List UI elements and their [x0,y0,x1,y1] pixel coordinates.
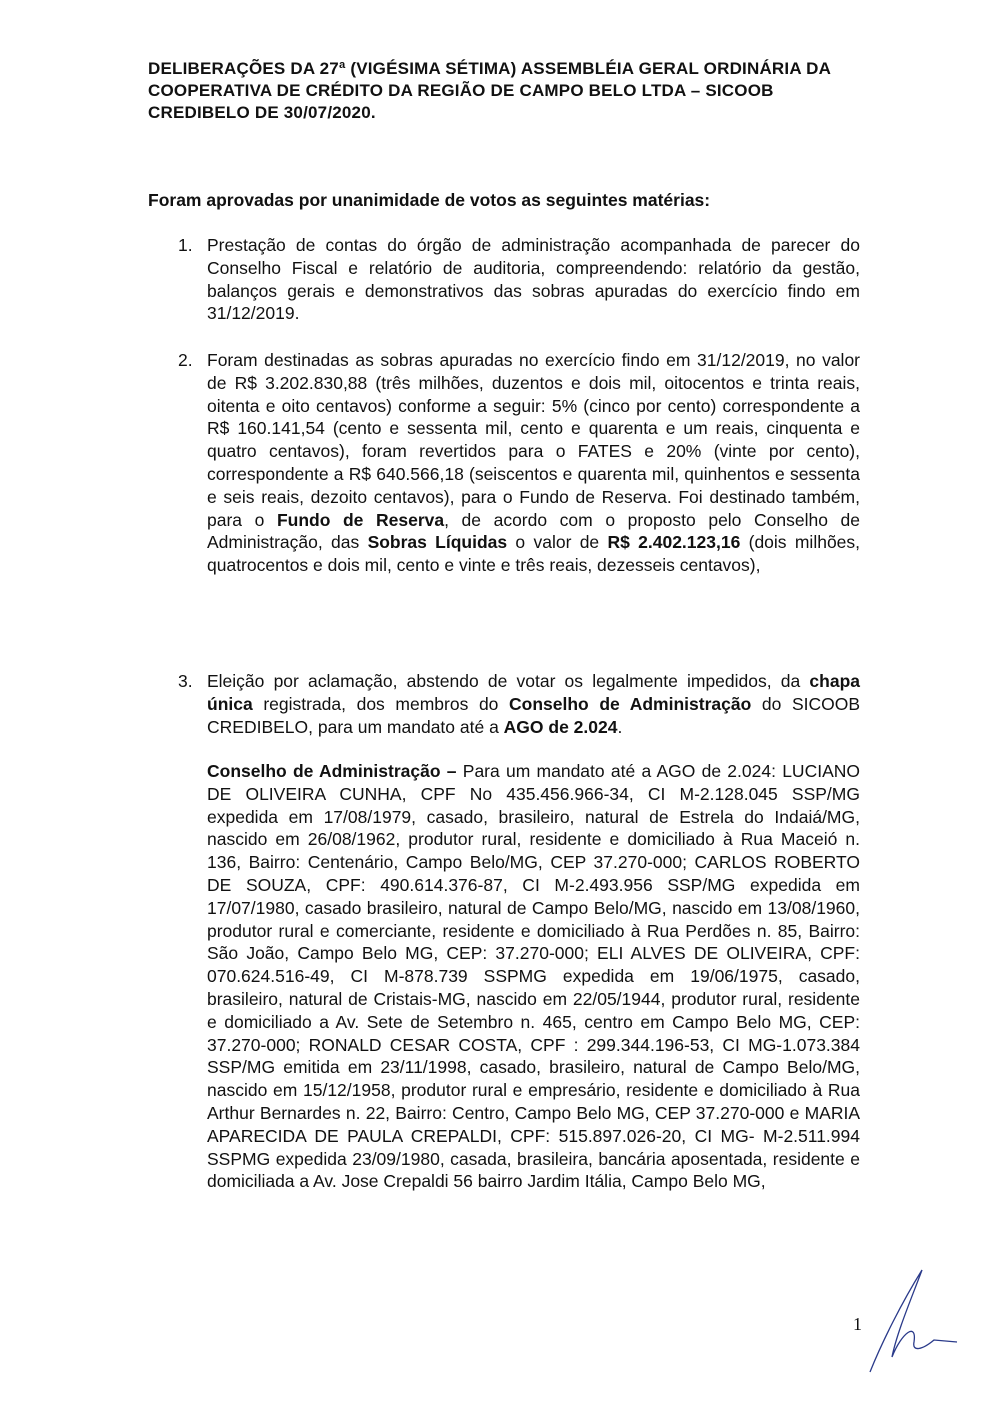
bold-amount: R$ 2.402.123,16 [607,532,741,553]
item-number: 3. [178,671,193,691]
document-title: DELIBERAÇÕES DA 27ª (VIGÉSIMA SÉTIMA) ASSEMBLÉIA GERAL ORDINÁRIA DA COOPERATIVA DE CRÉDITO DA REGIÃO DE CAMPO BELO LTDA – SICOOB CREDIBELO DE 30/07/2020. [148,59,831,122]
intro-heading: Foram aprovadas por unanimidade de votos as seguintes matérias: [148,190,711,210]
conselho-paragraph [207,760,860,1193]
item-number: 2. [178,350,193,370]
bold-sobras-liquidas: Sobras Líquidas [367,532,508,553]
item-text [207,349,860,577]
item-text [207,670,860,738]
text-segment: (dois milhões, quatrocentos e dois mil, cento e vinte e três reais, dezesseis centavos), [207,532,861,576]
text-segment: do SICOOB CREDIBELO, para um mandato até a [207,693,861,737]
list-item-2 [178,349,860,577]
bold-ago: AGO de 2.024 [503,716,618,737]
conselho-text: Para um mandato até a AGO de 2.024: LUCIANO DE OLIVEIRA CUNHA, CPF No 435.456.966-34, CI M-2.128.045 SSP/MG expedida em 17/08/1979, casado, brasileiro, natural de Estrela do Indaiá/MG, nascido em 26/08/1962, produtor rural, residente e domiciliado à Rua Maceió n. 136, Bairro: Centenário, Campo Belo/MG, CEP 37.270-000; CARLOS ROBERTO DE SOUZA, CPF: 490.614.376-87, CI M-2.493.956 SSP/MG expedida em 17/07/1980, casado brasileiro, natural de Campo Belo/MG, nascido em 13/08/1960, produtor rural e comerciante, residente e domiciliado à Rua Perdões n. 85, Bairro: São João, Campo Belo MG, CEP: 37.270-000; ELI ALVES DE OLIVEIRA, CPF: 070.624.516-49, CI M-878.739 SSPMG expedida em 19/06/1975, casado, brasileiro, natural de Cristais-MG, nascido em 22/05/1944, produtor rural, residente e domiciliado a Av. Sete de Setembro n. 465, centro em Campo Belo MG, CEP: 37.270-000; RONALD CESAR COSTA, CPF : 299.344.196-53, CI MG-1.073.384 SSP/MG emitida em 23/11/1998, casado, brasileiro, natural de Campo Belo/MG, nascido em 15/12/1958, produtor rural e empresário, residente e domiciliado à Rua Arthur Bernardes n. 22, Bairro: Centro, Campo Belo MG, CEP 37.270-000 e MARIA APARECIDA DE PAULA CREPALDI, CPF: 515.897.026-20, CI MG- M-2.511.994 SSPMG expedida 23/09/1980, casada, brasileira, bancária aposentada, residente e domiciliada a Av. Jose Crepaldi 56 bairro Jardim Itália, Campo Belo MG, [207,761,860,1192]
bold-chapa-unica: chapa única [207,671,860,714]
list-item-3 [178,670,860,738]
list-item-1 [178,234,860,325]
bold-conselho: Conselho de Administração [509,693,752,714]
text-segment: o valor de [507,532,608,553]
item-text: Prestação de contas do órgão de administração acompanhada de parecer do Conselho Fiscal e relatório de auditoria, compreendendo: relatório da gestão, balanços gerais e demonstrativos das sobras apuradas do exercício findo em 31/12/2019. [207,235,860,324]
item-number: 1. [178,235,193,255]
signature [862,1262,962,1377]
conselho-heading: Conselho de Administração – [207,761,457,781]
text-segment: , de acordo com o proposto pelo Conselho de Administração, das [207,509,860,553]
text-segment: Foram destinadas as sobras apuradas no exercício findo em 31/12/2019, no valor de R$ 3.202.830,88 (três milhões, duzentos e dois mil, oitocentos e trinta reais, oitenta e oito centavos) conforme a seguir: 5% (cinco por cento) correspondente a R$ 160.141,54 (cento e sessenta mil, cento e quarenta e um reais, cinquenta e quatro centavos), foram revertidos para o FATES e 20% (vinte por cento), correspondente a R$ 640.566,18 (seiscentos e quarenta mil, quinhentos e sessenta e seis reais, dezoito centavos), para o Fundo de Reserva. Foi destinado também, para o [207,350,860,530]
text-segment: registrada, dos membros do [252,693,510,714]
page-number: 1 [853,1314,862,1334]
text-segment: Eleição por aclamação, abstendo de votar os legalmente impedidos, da [207,671,810,691]
bold-fundo-de-reserva: Fundo de Reserva [276,509,445,530]
text-segment: . [617,716,623,737]
